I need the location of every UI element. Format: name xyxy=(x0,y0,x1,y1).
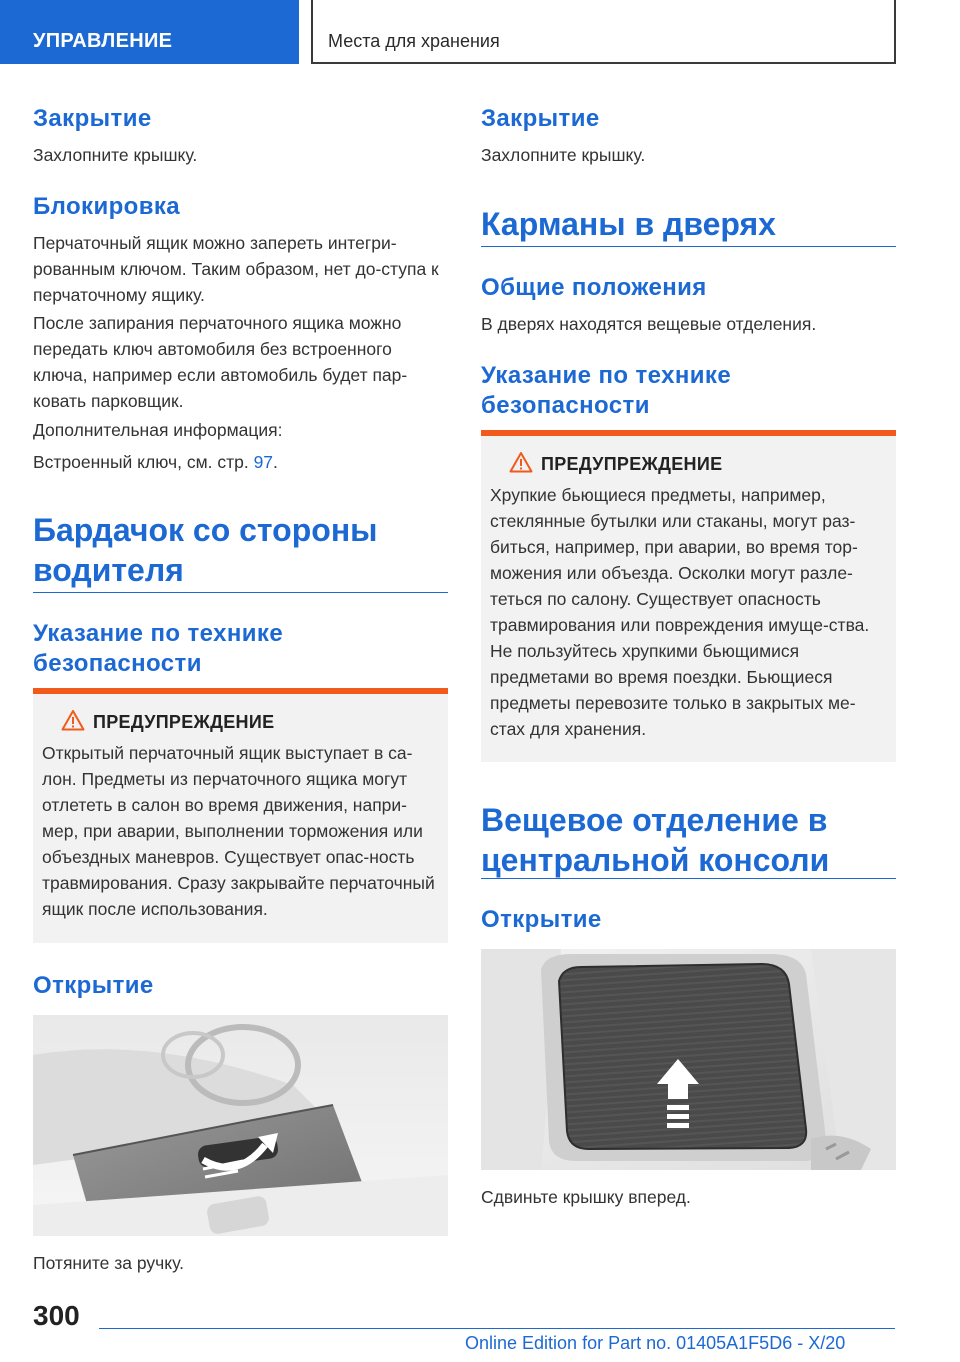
safety-heading-right: Указание по технике безопасности xyxy=(481,362,732,419)
closing-text: Захлопните крышку. xyxy=(33,145,198,165)
heading-rule-right xyxy=(481,246,896,247)
warning-box xyxy=(33,688,448,943)
driver-box-heading: Бардачок со стороны водителя xyxy=(33,512,378,588)
opening-heading-right: Открытие xyxy=(481,906,602,933)
lock-paragraph-4 xyxy=(33,449,448,475)
page-link-97[interactable]: 97 xyxy=(253,452,274,472)
edition-text: Online Edition for Part no. 01405A1F5D6 - X/20 xyxy=(465,1333,846,1353)
glovebox-illustration xyxy=(33,1015,448,1236)
chapter-title: Места для хранения xyxy=(328,31,500,51)
lock-heading: Блокировка xyxy=(33,193,181,220)
lock-paragraph-3: Дополнительная информация: xyxy=(33,420,283,440)
safety-heading: Указание по технике безопасности xyxy=(33,620,284,677)
chapter-tab xyxy=(311,0,896,64)
console-heading: Вещевое отделение в центральной консоли xyxy=(481,802,830,878)
closing-heading-right: Закрытие xyxy=(481,105,600,132)
warning-label-right: ПРЕДУПРЕЖДЕНИЕ xyxy=(541,454,723,474)
figure-caption: Потяните за ручку. xyxy=(33,1253,185,1273)
lock-paragraph-1: Перчаточный ящик можно запереть интегри-рованным ключом. Таким образом, нет до-ступа к перчаточному ящику. xyxy=(33,233,439,305)
heading-rule xyxy=(33,592,448,593)
console-figure xyxy=(481,949,896,1170)
warning-label: ПРЕДУПРЕЖДЕНИЕ xyxy=(93,712,275,732)
closing-heading: Закрытие xyxy=(33,105,152,132)
heading-rule-console xyxy=(481,878,896,879)
general-text: В дверях находятся вещевые отделения. xyxy=(481,314,817,334)
opening-heading: Открытие xyxy=(33,972,154,999)
figure-caption-right: Сдвиньте крышку вперед. xyxy=(481,1187,691,1207)
general-heading: Общие положения xyxy=(481,274,707,301)
lock-ref-text: Встроенный ключ, см. стр. xyxy=(33,452,249,472)
warning-triangle-icon xyxy=(61,709,85,731)
warning-text: Открытый перчаточный ящик выступает в са-лон. Предметы из перчаточного ящика могут отлететь в салон во время движения, напри-мер, при аварии, выполнении торможения или объездных маневров. Существует опас-ность травмирования. Сразу закрывайте перчаточный ящик после использования. xyxy=(42,743,435,919)
section-title: УПРАВЛЕНИЕ xyxy=(33,30,173,52)
footer-rule xyxy=(99,1328,895,1329)
lock-paragraph-2: После запирания перчаточного ящика можно передать ключ автомобиля без встроенного ключа, например если автомобиль будет пар-ковать парковщик. xyxy=(33,313,408,411)
closing-text-right: Захлопните крышку. xyxy=(481,145,646,165)
warning-text-right: Хрупкие бьющиеся предметы, например, стеклянные бутылки или стаканы, могут раз-биться, например, при аварии, во время тор-можения или объезда. Осколки могут разле-теться по салону. Существует опасность травмирования или повреждения имуще-ства. Не пользуйтесь хрупкими бьющимися предметами во время поездки. Бьющиеся предметы перевозите только в закрытых ме-стах для хранения. xyxy=(490,485,870,739)
warning-box-right xyxy=(481,430,896,762)
section-tab xyxy=(0,0,299,64)
warning-triangle-icon xyxy=(509,451,533,473)
console-illustration xyxy=(481,949,896,1170)
door-pockets-heading: Карманы в дверях xyxy=(481,206,776,242)
lock-ref-suffix: . xyxy=(273,452,278,472)
glovebox-figure xyxy=(33,1015,448,1236)
page-number: 300 xyxy=(33,1300,80,1331)
